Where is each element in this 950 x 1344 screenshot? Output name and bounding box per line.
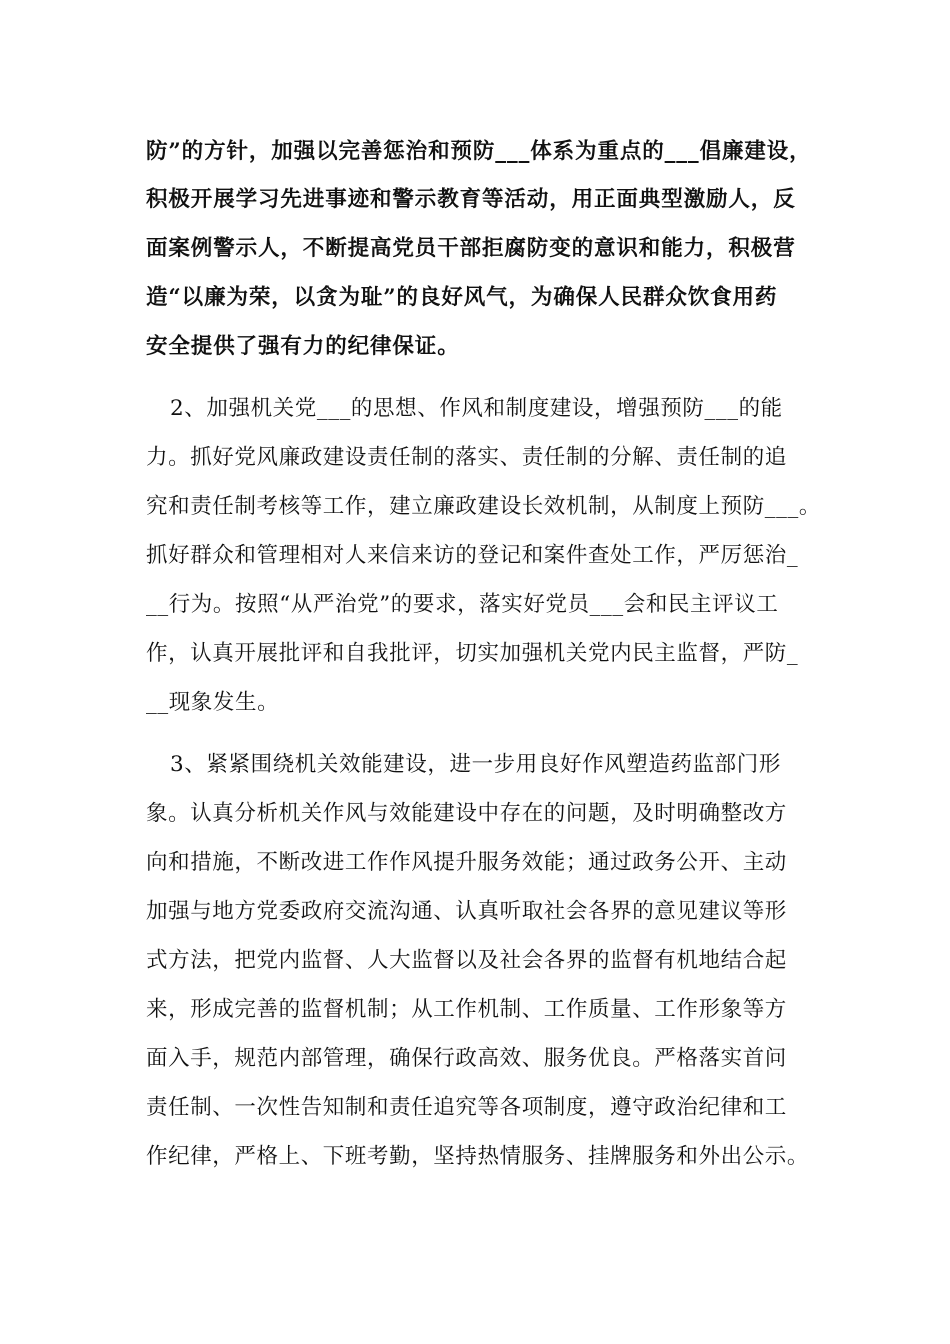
- text-line: 2、加强机关党___的思想、作风和制度建设，增强预防___的能: [170, 396, 783, 421]
- text-line: 力。抓好党风廉政建设责任制的落实、责任制的分解、责任制的追: [146, 445, 787, 470]
- text-line: 安全提供了强有力的纪律保证。: [146, 334, 460, 359]
- text-line: 面入手，规范内部管理，确保行政高效、服务优良。严格落实首问: [146, 1046, 787, 1071]
- text-line: __现象发生。: [146, 690, 280, 715]
- text-line: __行为。按照“从严治党”的要求，落实好党员___会和民主评议工: [146, 592, 779, 617]
- text-line: 式方法，把党内监督、人大监督以及社会各界的监督有机地结合起: [146, 948, 787, 973]
- text-line: 责任制、一次性告知制和责任追究等各项制度，遵守政治纪律和工: [146, 1095, 787, 1120]
- text-line: 加强与地方党委政府交流沟通、认真听取社会各界的意见建议等形: [146, 899, 787, 924]
- text-line: 积极开展学习先进事迹和警示教育等活动，用正面典型激励人，反: [146, 187, 796, 212]
- text-line: 抓好群众和管理相对人来信来访的登记和案件查处工作，严厉惩治_: [146, 543, 799, 568]
- text-line: 象。认真分析机关作风与效能建设中存在的问题，及时明确整改方: [146, 801, 787, 826]
- text-line: 作，认真开展批评和自我批评，切实加强机关党内民主监督，严防_: [146, 641, 799, 666]
- text-line: 防”的方针，加强以完善惩治和预防___体系为重点的___倡廉建设，: [146, 139, 812, 164]
- text-line: 造“以廉为荣，以贪为耻”的良好风气，为确保人民群众饮食用药: [146, 285, 778, 310]
- text-line: 究和责任制考核等工作，建立廉政建设长效机制，从制度上预防___。: [146, 494, 821, 519]
- text-line: 作纪律，严格上、下班考勤，坚持热情服务、挂牌服务和外出公示。: [146, 1144, 810, 1169]
- text-line: 面案例警示人，不断提高党员干部拒腐防变的意识和能力，积极营: [146, 236, 796, 261]
- text-line: 向和措施，不断改进工作作风提升服务效能；通过政务公开、主动: [146, 850, 787, 875]
- text-line: 3、紧紧围绕机关效能建设，进一步用良好作风塑造药监部门形: [170, 752, 781, 777]
- text-line: 来，形成完善的监督机制；从工作机制、工作质量、工作形象等方: [146, 997, 787, 1022]
